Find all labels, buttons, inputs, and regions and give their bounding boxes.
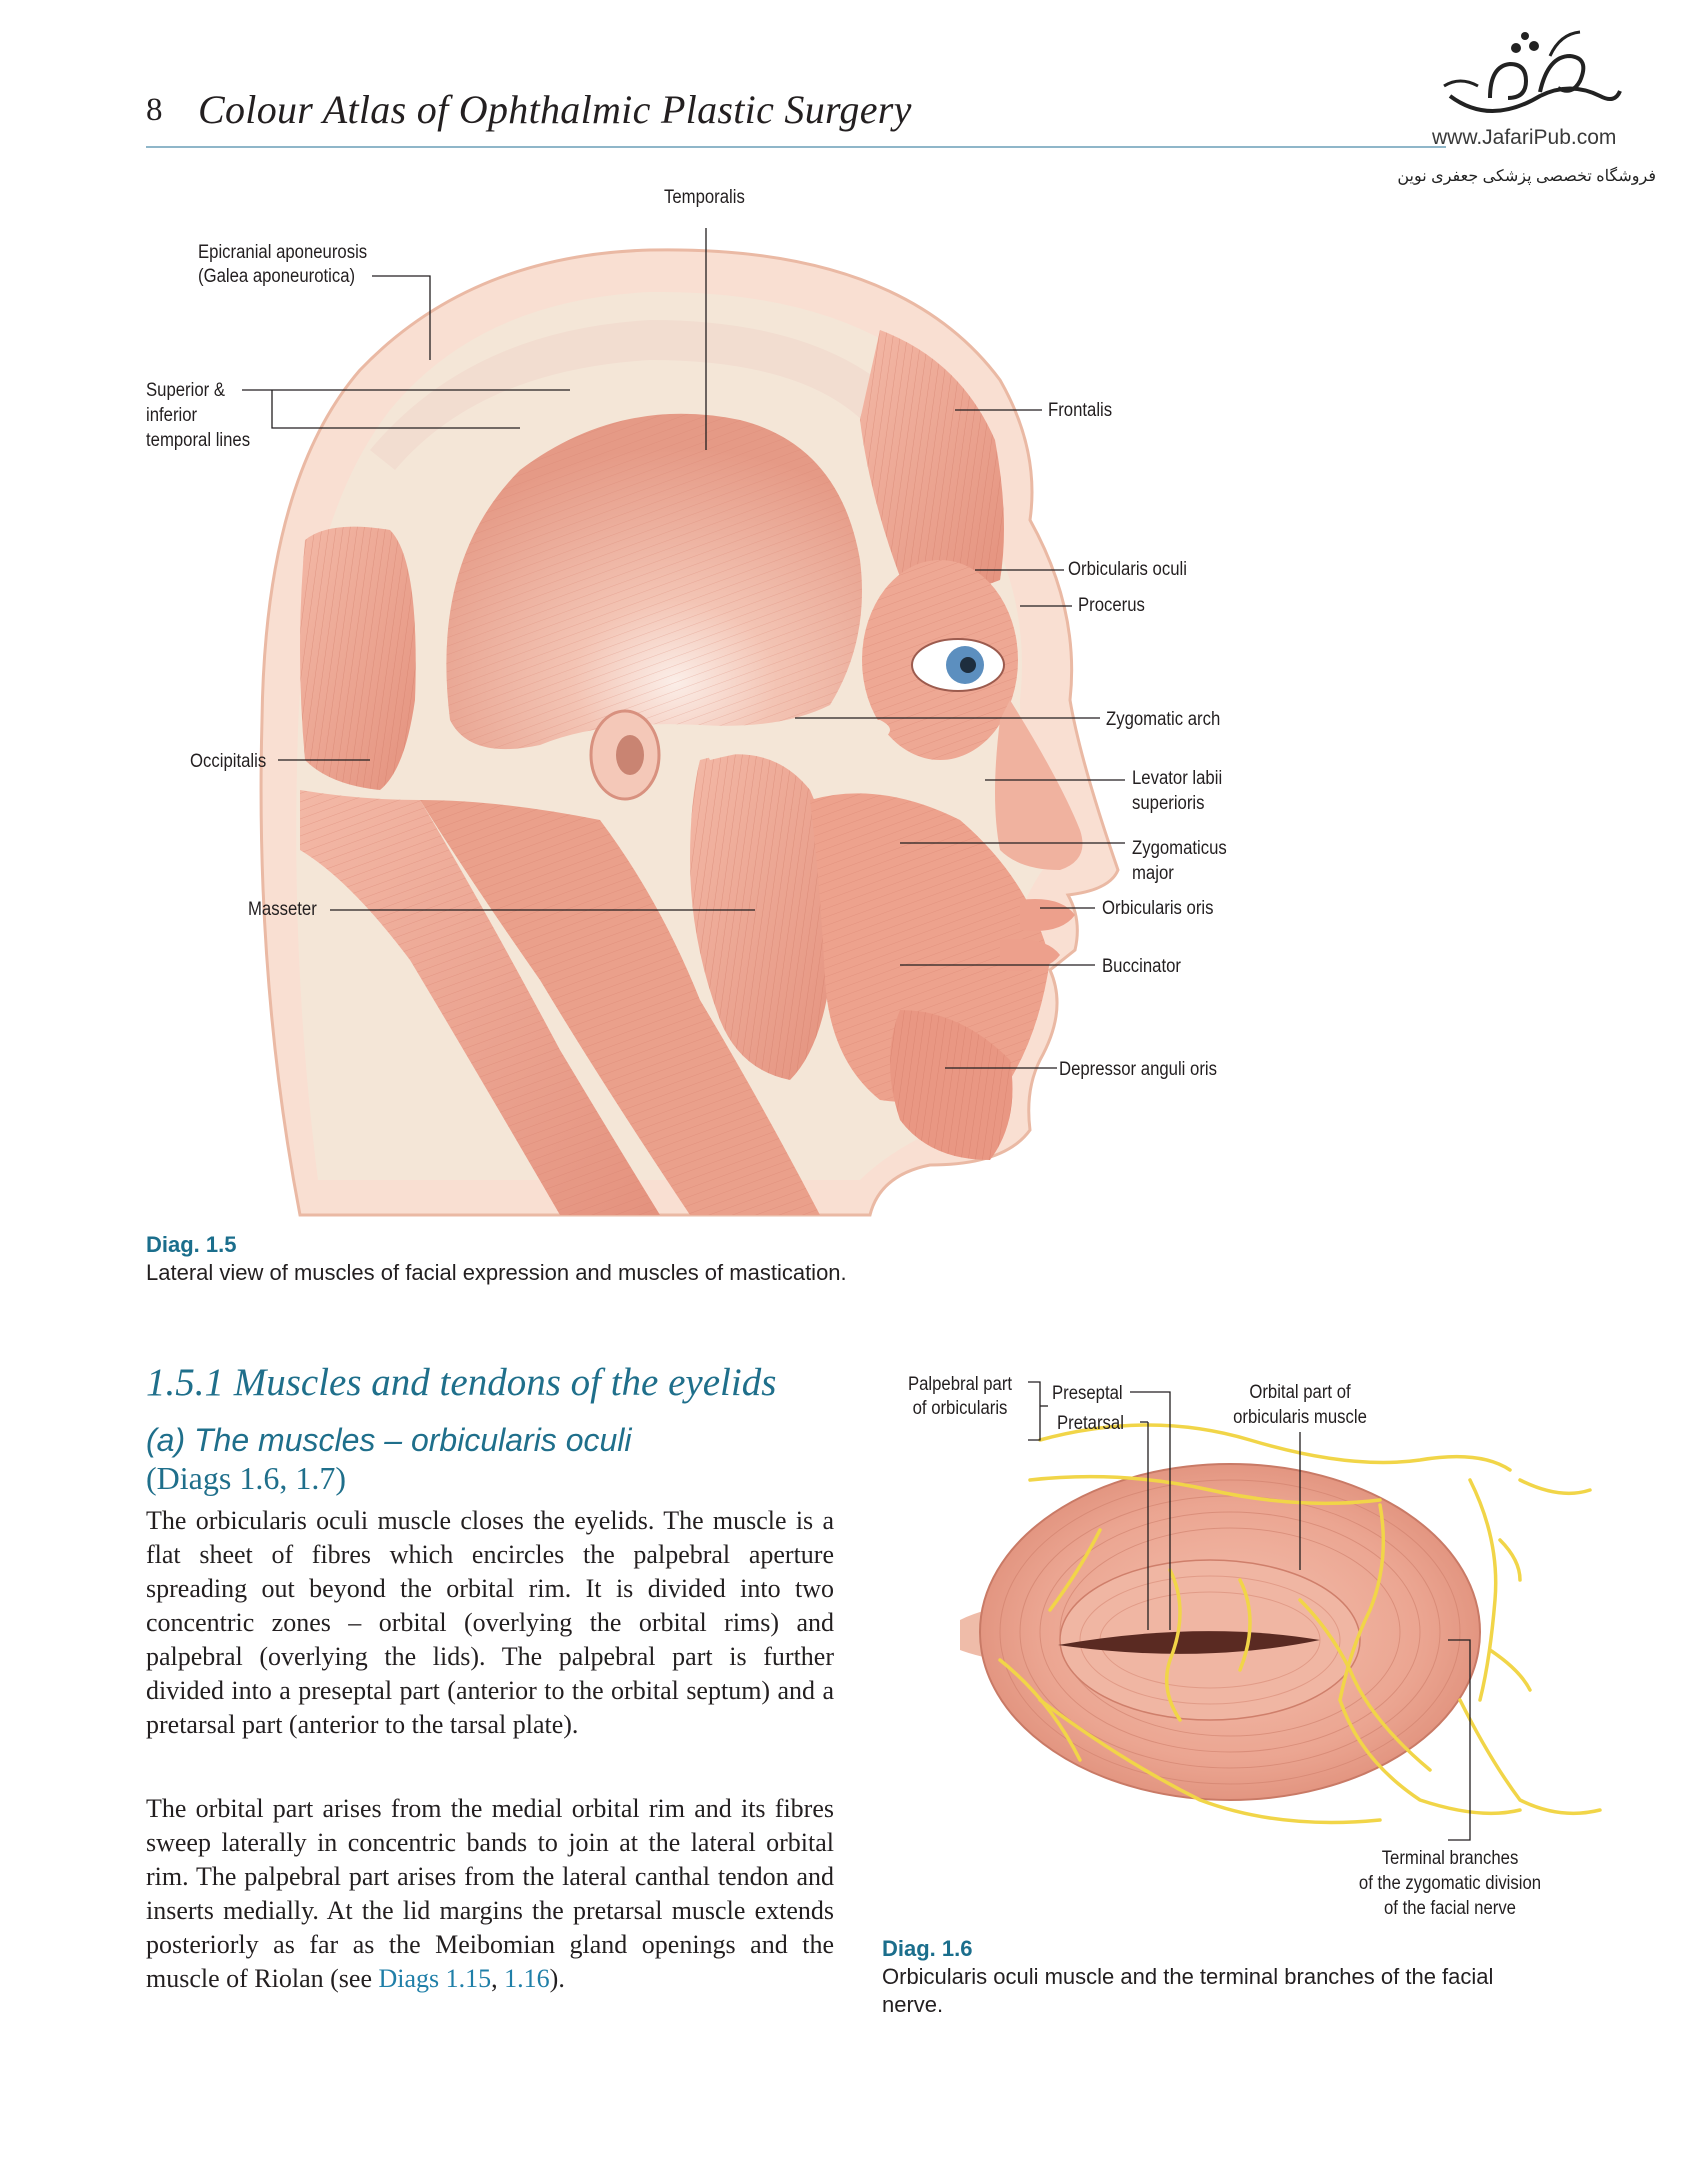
label-preseptal: Preseptal (1052, 1383, 1123, 1404)
label-depressor-anguli-oris: Depressor anguli oris (1059, 1059, 1217, 1080)
label-temporal-lines: Superior & (146, 380, 226, 401)
paragraph-2-text: The orbital part arises from the medial orbital rim and its fibres sweep laterally in concentric bands to join at the lateral orbital rim. The palpebral part arises from the lateral canthal tendon and inserts medially. At the lid margins the pretarsal muscle extends posteriorly as far as the Meibomian gland openings and the muscle of Riolan (see (146, 1794, 834, 1993)
label-zygomatic-arch: Zygomatic arch (1106, 709, 1221, 730)
subsection-diagram-ref: (Diags 1.6, 1.7) (146, 1460, 346, 1496)
label-terminal-branches-3: of the facial nerve (1384, 1898, 1516, 1919)
label-levator-labii: Levator labii (1132, 768, 1223, 789)
label-levator-labii-2: superioris (1132, 793, 1205, 814)
label-temporalis: Temporalis (664, 187, 745, 208)
paragraph-2-end: ). (549, 1964, 565, 1993)
page-number: 8 (146, 92, 163, 128)
label-pretarsal: Pretarsal (1057, 1413, 1124, 1434)
label-zygomaticus-major: Zygomaticus (1132, 838, 1227, 859)
publisher-logo-icon (1430, 26, 1630, 136)
diagram-1-6-caption-line1: Orbicularis oculi muscle and the terminal branches of the facial (882, 1964, 1494, 1989)
diagram-1-5-caption: Lateral view of muscles of facial expression and muscles of mastication. (146, 1260, 847, 1285)
label-frontalis: Frontalis (1048, 400, 1113, 421)
diagram-1-6-number: Diag. 1.6 (882, 1936, 973, 1961)
label-epicranial-aponeurosis: Epicranial aponeurosis (198, 242, 368, 263)
label-orbital-part: Orbital part of (1249, 1382, 1351, 1403)
diagram-1-5-number: Diag. 1.5 (146, 1232, 237, 1257)
running-header-title: Colour Atlas of Ophthalmic Plastic Surgery (198, 87, 912, 132)
publisher-tagline: فروشگاه تخصصی پزشکی جعفری نوین (1397, 168, 1656, 185)
link-diag-1-16[interactable]: 1.16 (504, 1964, 550, 1993)
paragraph-2-sep: , (491, 1964, 505, 1993)
label-buccinator: Buccinator (1102, 956, 1182, 977)
label-orbicularis-oculi: Orbicularis oculi (1068, 559, 1187, 580)
header-rule (146, 146, 1446, 148)
label-terminal-branches: Terminal branches (1381, 1848, 1519, 1869)
paragraph-1: The orbicularis oculi muscle closes the eyelids. The muscle is a flat sheet of fibres which encircles the palpebral aperture spreading out beyond the orbital rim. It is divided into two concentric zones – orbital (overlying the orbital rims) and palpebral (overlying the lids). The palpebral part is further divided into a preseptal part (anterior to the orbital septum) and a pretarsal part (anterior to the tarsal plate). (146, 1506, 834, 1739)
label-temporal-lines-3: temporal lines (146, 430, 251, 451)
label-palpebral-part: Palpebral part (907, 1374, 1013, 1395)
publisher-url: www.JafariPub.com (1432, 126, 1617, 149)
label-procerus: Procerus (1078, 595, 1145, 616)
subsection-heading: (a) The muscles – orbicularis oculi (146, 1422, 632, 1458)
label-orbicularis-oris: Orbicularis oris (1102, 898, 1214, 919)
label-palpebral-part-2: of orbicularis (912, 1398, 1008, 1419)
label-masseter: Masseter (248, 899, 317, 920)
diagram-1-5-head-illustration (240, 230, 1120, 1220)
label-occipitalis: Occipitalis (190, 751, 267, 772)
label-zygomaticus-major-2: major (1132, 863, 1174, 884)
link-diag-1-15[interactable]: Diags 1.15 (378, 1964, 492, 1993)
label-temporal-lines-2: inferior (146, 405, 198, 426)
label-orbital-part-2: orbicularis muscle (1233, 1407, 1367, 1428)
section-heading: 1.5.1 Muscles and tendons of the eyelids (146, 1361, 777, 1404)
paragraph-2 (146, 1792, 834, 1996)
diagram-1-6-caption-line2: nerve. (882, 1992, 944, 2017)
label-terminal-branches-2: of the zygomatic division (1358, 1873, 1542, 1894)
label-galea-aponeurotica: (Galea aponeurotica) (198, 266, 356, 287)
